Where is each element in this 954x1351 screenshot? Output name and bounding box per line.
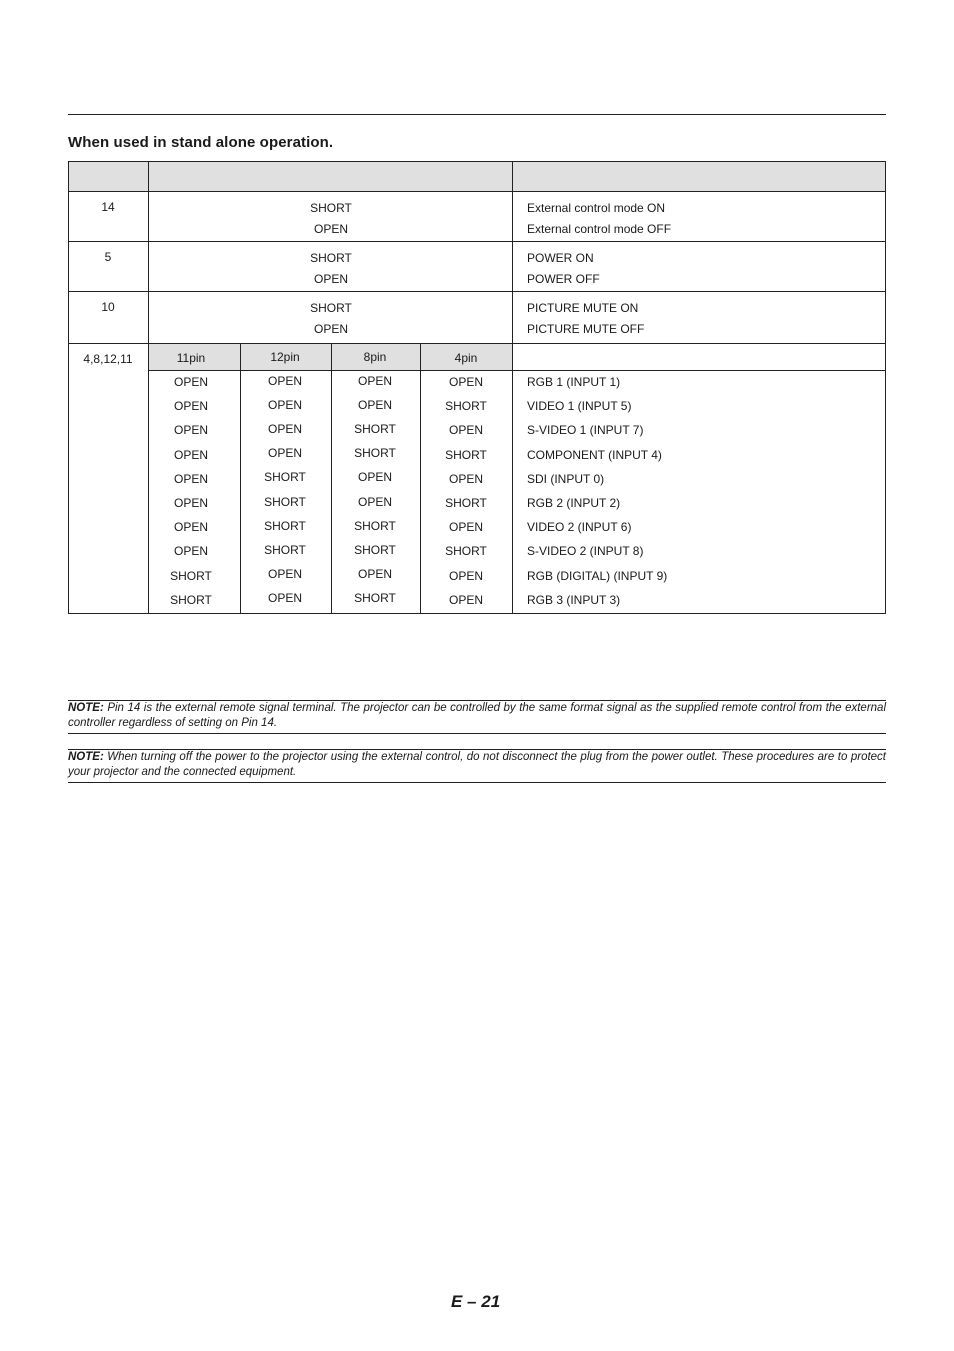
pin-number: 14 xyxy=(101,200,115,214)
function-value: RGB 3 (INPUT 3) xyxy=(527,592,621,607)
state-value: OPEN xyxy=(267,446,303,461)
state-value: SHORT xyxy=(310,301,352,315)
pin-function-table xyxy=(68,161,886,614)
state-value: OPEN xyxy=(357,397,393,412)
state-value: OPEN xyxy=(313,222,349,236)
subheader-12pin: 12pin xyxy=(270,350,300,364)
section-title: When used in stand alone operation. xyxy=(68,134,334,151)
function-value: PICTURE MUTE OFF xyxy=(527,322,645,336)
state-value: SHORT xyxy=(264,542,306,557)
state-value: OPEN xyxy=(267,567,303,582)
state-value: SHORT xyxy=(445,399,487,414)
col-sep-function xyxy=(512,161,513,614)
state-value: OPEN xyxy=(267,421,303,436)
note-2-text: When turning off the power to the projector using the external control, do not disconnect the plug from the power outlet. These procedures are to protect your projector and the connected equipment. xyxy=(68,751,886,778)
table-border-bottom xyxy=(68,613,886,614)
subheader-11pin: 11pin xyxy=(176,351,206,365)
state-value: SHORT xyxy=(354,518,396,533)
state-value: OPEN xyxy=(448,471,484,486)
col-sep-12-8 xyxy=(331,343,332,614)
state-value: SHORT xyxy=(445,544,487,559)
function-value: POWER ON xyxy=(527,251,594,265)
state-value: OPEN xyxy=(267,591,303,606)
function-value: POWER OFF xyxy=(527,272,600,286)
state-value: OPEN xyxy=(357,470,393,485)
row-sep-0 xyxy=(68,191,886,192)
row-sep-1 xyxy=(68,241,886,242)
top-rule xyxy=(68,114,886,115)
function-value: RGB (DIGITAL) (INPUT 9) xyxy=(527,568,668,583)
state-value: OPEN xyxy=(173,544,209,559)
note-rule-bottom-2 xyxy=(68,782,886,783)
col-sep-pin xyxy=(148,161,149,614)
table-border-top xyxy=(68,161,886,162)
state-value: OPEN xyxy=(313,322,349,336)
pin-number: 4,8,12,11 xyxy=(83,352,133,366)
function-value: COMPONENT (INPUT 4) xyxy=(527,447,662,462)
col-sep-8-4 xyxy=(420,343,421,614)
col-sep-11-12 xyxy=(240,343,241,614)
subheader-sep xyxy=(148,370,886,371)
state-value: SHORT xyxy=(264,470,306,485)
row-sep-2 xyxy=(68,291,886,292)
page-number: E – 21 xyxy=(451,1292,501,1311)
state-value: SHORT xyxy=(445,447,487,462)
function-value: External control mode ON xyxy=(527,201,666,215)
pin-number: 10 xyxy=(101,300,115,314)
state-value: OPEN xyxy=(448,520,484,535)
state-value: OPEN xyxy=(173,471,209,486)
state-value: SHORT xyxy=(170,592,212,607)
state-value: OPEN xyxy=(357,373,393,388)
subheader-8pin: 8pin xyxy=(363,350,387,364)
state-value: OPEN xyxy=(173,520,209,535)
function-value: PICTURE MUTE ON xyxy=(527,301,639,315)
state-value: SHORT xyxy=(354,446,396,461)
function-value: VIDEO 2 (INPUT 6) xyxy=(527,520,632,535)
state-value: OPEN xyxy=(313,272,349,286)
note-1 xyxy=(68,701,886,731)
function-value: SDI (INPUT 0) xyxy=(527,471,605,486)
state-value: OPEN xyxy=(448,375,484,389)
state-value: OPEN xyxy=(173,447,209,462)
state-value: OPEN xyxy=(267,397,303,412)
note-1-label: NOTE: xyxy=(68,702,104,714)
note-rule-bottom-1 xyxy=(68,733,886,734)
state-value: SHORT xyxy=(354,421,396,436)
state-value: OPEN xyxy=(357,494,393,509)
state-value: SHORT xyxy=(264,494,306,509)
pin-number: 5 xyxy=(104,250,112,264)
state-value: OPEN xyxy=(173,496,209,510)
note-1-text: Pin 14 is the external remote signal terminal. The projector can be controlled by the same format signal as the supplied remote control from the external controller regardless of setting on Pin 14. xyxy=(68,702,886,729)
row-sep-3 xyxy=(68,343,886,344)
table-border-right xyxy=(885,161,886,614)
state-value: OPEN xyxy=(173,423,209,438)
state-value: OPEN xyxy=(448,423,484,438)
note-2 xyxy=(68,750,886,780)
state-value: SHORT xyxy=(445,496,487,510)
function-value: External control mode OFF xyxy=(527,222,672,236)
function-value: RGB 1 (INPUT 1) xyxy=(527,375,621,389)
state-value: OPEN xyxy=(267,373,303,388)
state-value: SHORT xyxy=(170,568,212,583)
state-value: SHORT xyxy=(310,201,352,215)
state-value: OPEN xyxy=(357,567,393,582)
state-value: SHORT xyxy=(354,591,396,606)
state-value: SHORT xyxy=(310,251,352,265)
function-value: S-VIDEO 1 (INPUT 7) xyxy=(527,423,644,438)
function-value: S-VIDEO 2 (INPUT 8) xyxy=(527,544,644,559)
state-value: SHORT xyxy=(354,542,396,557)
state-value: OPEN xyxy=(173,375,209,389)
table-border-left xyxy=(68,161,69,614)
state-value: SHORT xyxy=(264,518,306,533)
function-value: VIDEO 1 (INPUT 5) xyxy=(527,399,632,414)
subheader-4pin: 4pin xyxy=(454,351,478,365)
state-value: OPEN xyxy=(448,568,484,583)
note-2-label: NOTE: xyxy=(68,751,104,763)
state-value: OPEN xyxy=(448,592,484,607)
state-value: OPEN xyxy=(173,399,209,414)
header-bg xyxy=(68,161,886,191)
function-value: RGB 2 (INPUT 2) xyxy=(527,496,621,510)
